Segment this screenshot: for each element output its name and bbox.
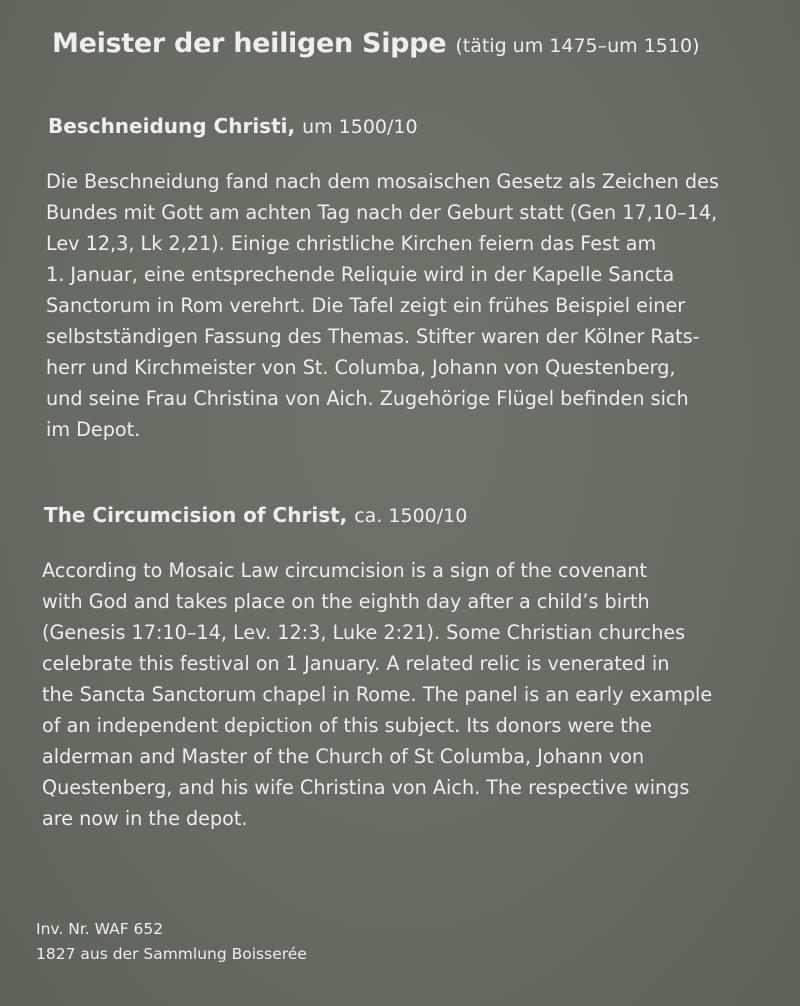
english-line: the Sancta Sanctorum chapel in Rome. The panel is an early example (42, 683, 713, 706)
english-description (42, 555, 712, 834)
german-line: Die Beschneidung fand nach dem mosaischen Gesetz als Zeichen des (46, 170, 719, 193)
german-title-text: Beschneidung Christi, (48, 114, 296, 138)
artist-heading (52, 28, 772, 59)
german-line: und seine Frau Christina von Aich. Zugehörige Flügel befinden sich (46, 387, 689, 410)
provenance-note: 1827 aus der Sammlung Boisserée (36, 945, 307, 963)
english-line: with God and takes place on the eighth day after a child’s birth (42, 590, 650, 613)
english-line: According to Mosaic Law circumcision is a sign of the covenant (42, 559, 647, 582)
german-line: 1. Januar, eine entsprechende Reliquie wird in der Kapelle Sancta (46, 263, 675, 286)
english-line: celebrate this festival on 1 January. A related relic is venerated in (42, 652, 670, 675)
english-title (44, 503, 764, 527)
inventory-number: Inv. Nr. WAF 652 (36, 920, 164, 938)
german-line: herr und Kirchmeister von St. Columba, Johann von Questenberg, (46, 356, 676, 379)
german-date: um 1500/10 (302, 116, 418, 138)
english-line: alderman and Master of the Church of St Columba, Johann von (42, 745, 645, 768)
german-line: im Depot. (46, 418, 141, 441)
german-line: Sanctorum in Rom verehrt. Die Tafel zeigt ein frühes Beispiel einer (46, 294, 686, 317)
english-title-text: The Circumcision of Christ, (44, 503, 348, 527)
german-line: Bundes mit Gott am achten Tag nach der Geburt statt (Gen 17,10–14, (46, 201, 718, 224)
english-date: ca. 1500/10 (354, 505, 468, 527)
english-line: (Genesis 17:10–14, Lev. 12:3, Luke 2:21). Some Christian churches (42, 621, 686, 644)
english-line: of an independent depiction of this subject. Its donors were the (42, 714, 652, 737)
inventory-footer (36, 917, 307, 967)
german-title (48, 114, 768, 138)
german-line: selbstständigen Fassung des Themas. Stifter waren der Kölner Rats- (46, 325, 700, 348)
english-line: are now in the depot. (42, 807, 248, 830)
german-line: Lev 12,3, Lk 2,21). Einige christliche Kirchen feiern das Fest am (46, 232, 657, 255)
german-description (46, 166, 719, 445)
artist-name: Meister der heiligen Sippe (52, 28, 447, 59)
artist-dates: (tätig um 1475–um 1510) (455, 35, 700, 57)
english-line: Questenberg, and his wife Christina von Aich. The respective wings (42, 776, 690, 799)
